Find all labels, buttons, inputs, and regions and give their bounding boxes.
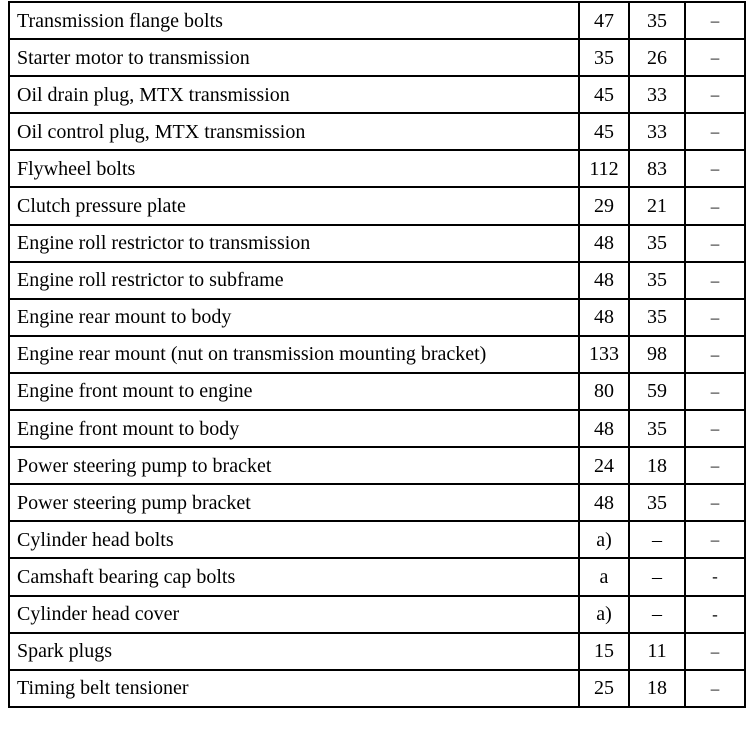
torque-lbin-cell: – — [685, 410, 745, 447]
torque-lbft-cell: 35 — [629, 299, 685, 336]
table-row — [9, 596, 745, 633]
table-row — [9, 633, 745, 670]
torque-item-cell: Engine roll restrictor to transmission — [9, 225, 579, 262]
torque-lbin-cell: – — [685, 225, 745, 262]
torque-lbin-cell: – — [685, 39, 745, 76]
torque-lbft-cell: 18 — [629, 670, 685, 707]
torque-item-cell: Cylinder head bolts — [9, 521, 579, 558]
torque-lbin-cell: – — [685, 373, 745, 410]
torque-nm-cell: 80 — [579, 373, 629, 410]
torque-lbft-cell: 35 — [629, 225, 685, 262]
table-row — [9, 76, 745, 113]
torque-lbft-cell: 59 — [629, 373, 685, 410]
torque-nm-cell: 15 — [579, 633, 629, 670]
torque-nm-cell: 48 — [579, 225, 629, 262]
torque-item-cell: Power steering pump bracket — [9, 484, 579, 521]
torque-lbft-cell: – — [629, 596, 685, 633]
table-row — [9, 336, 745, 373]
torque-item-cell: Camshaft bearing cap bolts — [9, 558, 579, 595]
torque-item-cell: Oil drain plug, MTX transmission — [9, 76, 579, 113]
torque-item-cell: Spark plugs — [9, 633, 579, 670]
torque-spec-table — [8, 1, 746, 708]
torque-nm-cell: 24 — [579, 447, 629, 484]
torque-lbft-cell: 33 — [629, 76, 685, 113]
torque-item-cell: Clutch pressure plate — [9, 187, 579, 224]
table-row — [9, 670, 745, 707]
table-row — [9, 484, 745, 521]
torque-lbin-cell: – — [685, 521, 745, 558]
torque-nm-cell: 48 — [579, 299, 629, 336]
torque-lbin-cell: - — [685, 558, 745, 595]
torque-nm-cell: 29 — [579, 187, 629, 224]
torque-lbin-cell: – — [685, 150, 745, 187]
torque-lbin-cell: – — [685, 670, 745, 707]
torque-item-cell: Engine rear mount to body — [9, 299, 579, 336]
torque-item-cell: Oil control plug, MTX transmission — [9, 113, 579, 150]
table-row — [9, 262, 745, 299]
torque-lbin-cell: – — [685, 187, 745, 224]
table-row — [9, 225, 745, 262]
torque-lbft-cell: 98 — [629, 336, 685, 373]
torque-nm-cell: 47 — [579, 2, 629, 39]
torque-lbft-cell: – — [629, 558, 685, 595]
torque-nm-cell: 48 — [579, 410, 629, 447]
torque-nm-cell: 48 — [579, 484, 629, 521]
torque-nm-cell: 45 — [579, 113, 629, 150]
torque-item-cell: Cylinder head cover — [9, 596, 579, 633]
torque-lbft-cell: 35 — [629, 262, 685, 299]
torque-item-cell: Power steering pump to bracket — [9, 447, 579, 484]
torque-lbin-cell: – — [685, 262, 745, 299]
torque-lbft-cell: 35 — [629, 484, 685, 521]
torque-item-cell: Flywheel bolts — [9, 150, 579, 187]
torque-lbin-cell: – — [685, 336, 745, 373]
torque-lbin-cell: - — [685, 596, 745, 633]
torque-item-cell: Engine front mount to body — [9, 410, 579, 447]
torque-lbft-cell: 35 — [629, 2, 685, 39]
torque-lbin-cell: – — [685, 299, 745, 336]
torque-nm-cell: 35 — [579, 39, 629, 76]
torque-lbft-cell: 35 — [629, 410, 685, 447]
torque-lbft-cell: 33 — [629, 113, 685, 150]
torque-item-cell: Transmission flange bolts — [9, 2, 579, 39]
torque-item-cell: Engine rear mount (nut on transmission mounting bracket) — [9, 336, 579, 373]
torque-spec-table-body — [9, 2, 745, 707]
table-row — [9, 113, 745, 150]
torque-lbin-cell: – — [685, 2, 745, 39]
table-row — [9, 558, 745, 595]
torque-lbft-cell: 26 — [629, 39, 685, 76]
torque-lbft-cell: – — [629, 521, 685, 558]
torque-nm-cell: 25 — [579, 670, 629, 707]
table-row — [9, 447, 745, 484]
torque-nm-cell: a) — [579, 521, 629, 558]
torque-nm-cell: 112 — [579, 150, 629, 187]
torque-lbin-cell: – — [685, 76, 745, 113]
table-row — [9, 299, 745, 336]
table-row — [9, 2, 745, 39]
torque-lbft-cell: 11 — [629, 633, 685, 670]
torque-lbin-cell: – — [685, 633, 745, 670]
torque-lbft-cell: 83 — [629, 150, 685, 187]
torque-item-cell: Engine front mount to engine — [9, 373, 579, 410]
torque-lbft-cell: 21 — [629, 187, 685, 224]
torque-nm-cell: a) — [579, 596, 629, 633]
table-row — [9, 410, 745, 447]
torque-lbin-cell: – — [685, 447, 745, 484]
torque-item-cell: Engine roll restrictor to subframe — [9, 262, 579, 299]
torque-nm-cell: 48 — [579, 262, 629, 299]
torque-nm-cell: 45 — [579, 76, 629, 113]
torque-item-cell: Timing belt tensioner — [9, 670, 579, 707]
table-row — [9, 521, 745, 558]
torque-lbin-cell: – — [685, 113, 745, 150]
table-row — [9, 187, 745, 224]
torque-nm-cell: a — [579, 558, 629, 595]
torque-item-cell: Starter motor to transmission — [9, 39, 579, 76]
torque-nm-cell: 133 — [579, 336, 629, 373]
torque-lbin-cell: – — [685, 484, 745, 521]
torque-lbft-cell: 18 — [629, 447, 685, 484]
table-row — [9, 373, 745, 410]
table-row — [9, 39, 745, 76]
table-row — [9, 150, 745, 187]
